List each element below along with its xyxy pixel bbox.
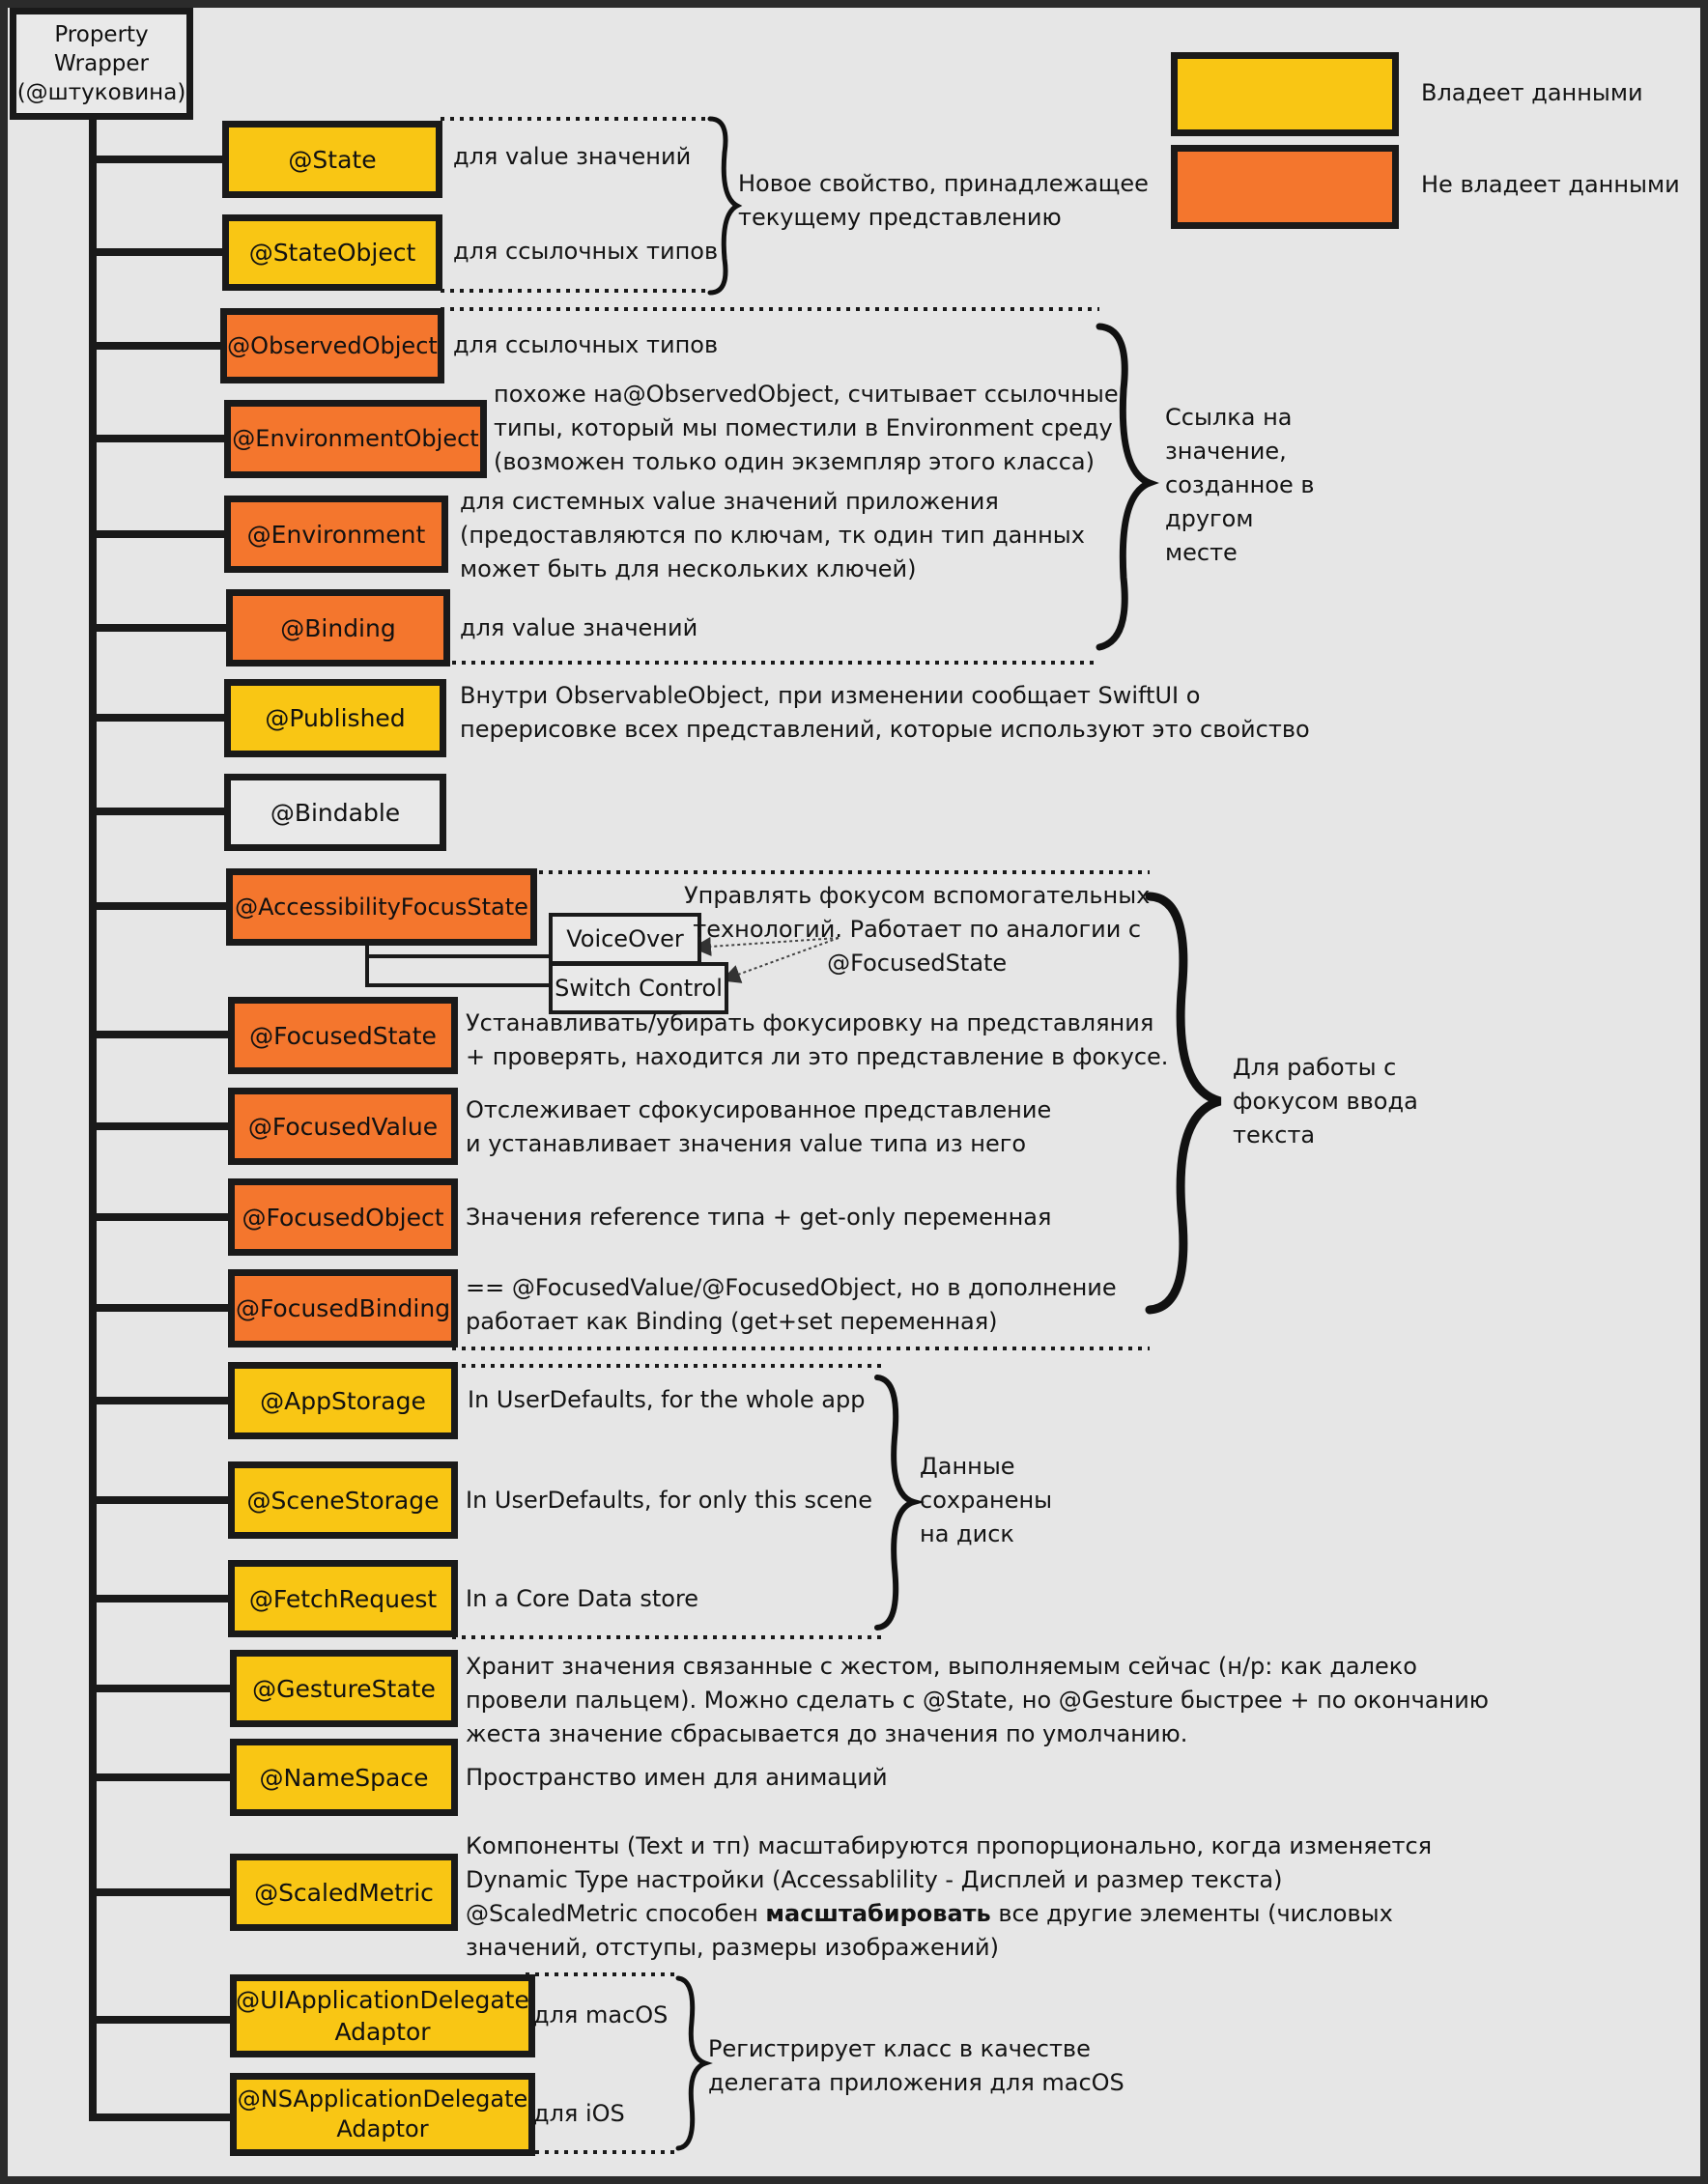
diagram-canvas	[8, 8, 1700, 2176]
wrapper-environmentobject: @EnvironmentObject	[224, 400, 487, 478]
legend-owns-swatch	[1171, 52, 1399, 136]
wrapper-binding: @Binding	[226, 589, 450, 667]
legend-not-owns-label: Не владеет данными	[1421, 171, 1680, 198]
desc-fetchrequest: In a Core Data store	[466, 1585, 699, 1612]
group-own-label: Новое свойство, принадлежащее текущему представлению	[738, 170, 1149, 231]
desc-binding: для value значений	[460, 614, 698, 641]
wrapper-focusedbinding: @FocusedBinding	[228, 1269, 458, 1347]
wrapper-nsapplicationdelegateadaptor: @NSApplicationDelegate Adaptor	[230, 2073, 535, 2156]
desc-gesturestate: Хранит значения связанные с жестом, выполняемым сейчас (н/р: как далеко провели пальцем). Можно сделать с @State, но @Gesture быстрее + по окончанию жеста значение сбрасывается до значения по умолчанию.	[466, 1653, 1489, 1747]
group-focus-label: Для работы с фокусом ввода текста	[1233, 1054, 1418, 1149]
desc-observedobject: для ссылочных типов	[453, 331, 719, 358]
desc-scenestorage: In UserDefaults, for only this scene	[466, 1487, 872, 1514]
desc-state: для value значений	[453, 143, 692, 170]
wrapper-scenestorage: @SceneStorage	[228, 1461, 458, 1539]
wrapper-observedobject: @ObservedObject	[220, 308, 444, 383]
brace-reference	[1099, 326, 1150, 647]
switch-control-node: Switch Control	[549, 962, 728, 1014]
wrapper-accessibilityfocusstate: @AccessibilityFocusState	[226, 868, 537, 946]
wrapper-state: @State	[222, 121, 442, 198]
desc-scaledmetric-part-2: все другие элементы (числовых значений, отступы, размеры изображений)	[466, 1900, 1393, 1961]
desc-environmentobject: похоже на@ObservedObject, считывает ссылочные типы, который мы поместили в Environment среду (возможен только один экземпляр этого класса)	[494, 381, 1119, 475]
wrapper-focusedobject: @FocusedObject	[228, 1178, 458, 1256]
wrapper-bindable: @Bindable	[224, 774, 446, 851]
desc-appstorage: In UserDefaults, for the whole app	[468, 1386, 866, 1413]
desc-uiapplicationdelegateadaptor: для macOS	[533, 2001, 669, 2028]
wrapper-gesturestate: @GestureState	[230, 1650, 458, 1727]
desc-nsapplicationdelegateadaptor: для iOS	[533, 2100, 625, 2127]
brace-delegate	[678, 1978, 705, 2148]
desc-focusedobject: Значения reference типа + get-only переменная	[466, 1204, 1052, 1231]
desc-accessibilityfocusstate: Управлять фокусом вспомогательных технологий. Работает по аналогии с @FocusedState	[684, 882, 1151, 977]
desc-published: Внутри ObservableObject, при изменении сообщает SwiftUI о перерисовке всех представлений, которые используют это свойство	[460, 682, 1310, 743]
voiceover-node: VoiceOver	[549, 913, 701, 965]
wrapper-focusedstate: @FocusedState	[228, 997, 458, 1074]
group-storage-label: Данные сохранены на диск	[920, 1453, 1053, 1547]
group-reference-label: Ссылка на значение, созданное в другом месте	[1165, 404, 1315, 566]
accessibility-subconnector	[367, 945, 549, 985]
desc-scaledmetric-part-1: Компоненты (Text и тп) масштабируются пропорционально, когда изменяется Dynamic Type настройки (Accessablility - Дисплей и размер текста) @ScaledMetric способен	[466, 1832, 1433, 1927]
root-node: Property Wrapper (@штуковина)	[10, 8, 193, 120]
desc-scaledmetric	[466, 1829, 1432, 1965]
brace-focus	[1150, 896, 1220, 1310]
legend-owns-label: Владеет данными	[1421, 79, 1643, 106]
group-delegate-label: Регистрирует класс в качестве делегата приложения для macOS	[708, 2035, 1124, 2096]
wrapper-fetchrequest: @FetchRequest	[228, 1560, 458, 1637]
legend-not-owns-swatch	[1171, 145, 1399, 229]
wrapper-appstorage: @AppStorage	[228, 1362, 458, 1439]
wrapper-stateobject: @StateObject	[222, 214, 442, 291]
wrapper-environment: @Environment	[224, 496, 448, 573]
desc-focusedbinding: == @FocusedValue/@FocusedObject, но в дополнение работает как Binding (get+set переменная)	[466, 1274, 1117, 1335]
desc-namespace: Пространство имен для анимаций	[466, 1764, 888, 1791]
desc-focusedstate: Устанавливать/убирать фокусировку на представляния + проверять, находится ли это представление в фокусе.	[466, 1009, 1169, 1070]
wrapper-namespace: @NameSpace	[230, 1739, 458, 1816]
brace-storage	[877, 1377, 914, 1628]
desc-stateobject: для ссылочных типов	[453, 238, 719, 265]
wrapper-published: @Published	[224, 679, 446, 757]
wrapper-scaledmetric: @ScaledMetric	[230, 1854, 458, 1931]
wrapper-focusedvalue: @FocusedValue	[228, 1088, 458, 1165]
desc-environment: для системных value значений приложения (предоставляются по ключам, тк один тип данных может быть для нескольких ключей)	[460, 488, 1085, 582]
desc-scaledmetric-bold: масштабировать	[765, 1900, 991, 1927]
desc-focusedvalue: Отслеживает сфокусированное представление и устанавливает значения value типа из него	[466, 1096, 1052, 1157]
wrapper-uiapplicationdelegateadaptor: @UIApplicationDelegate Adaptor	[230, 1974, 535, 2057]
